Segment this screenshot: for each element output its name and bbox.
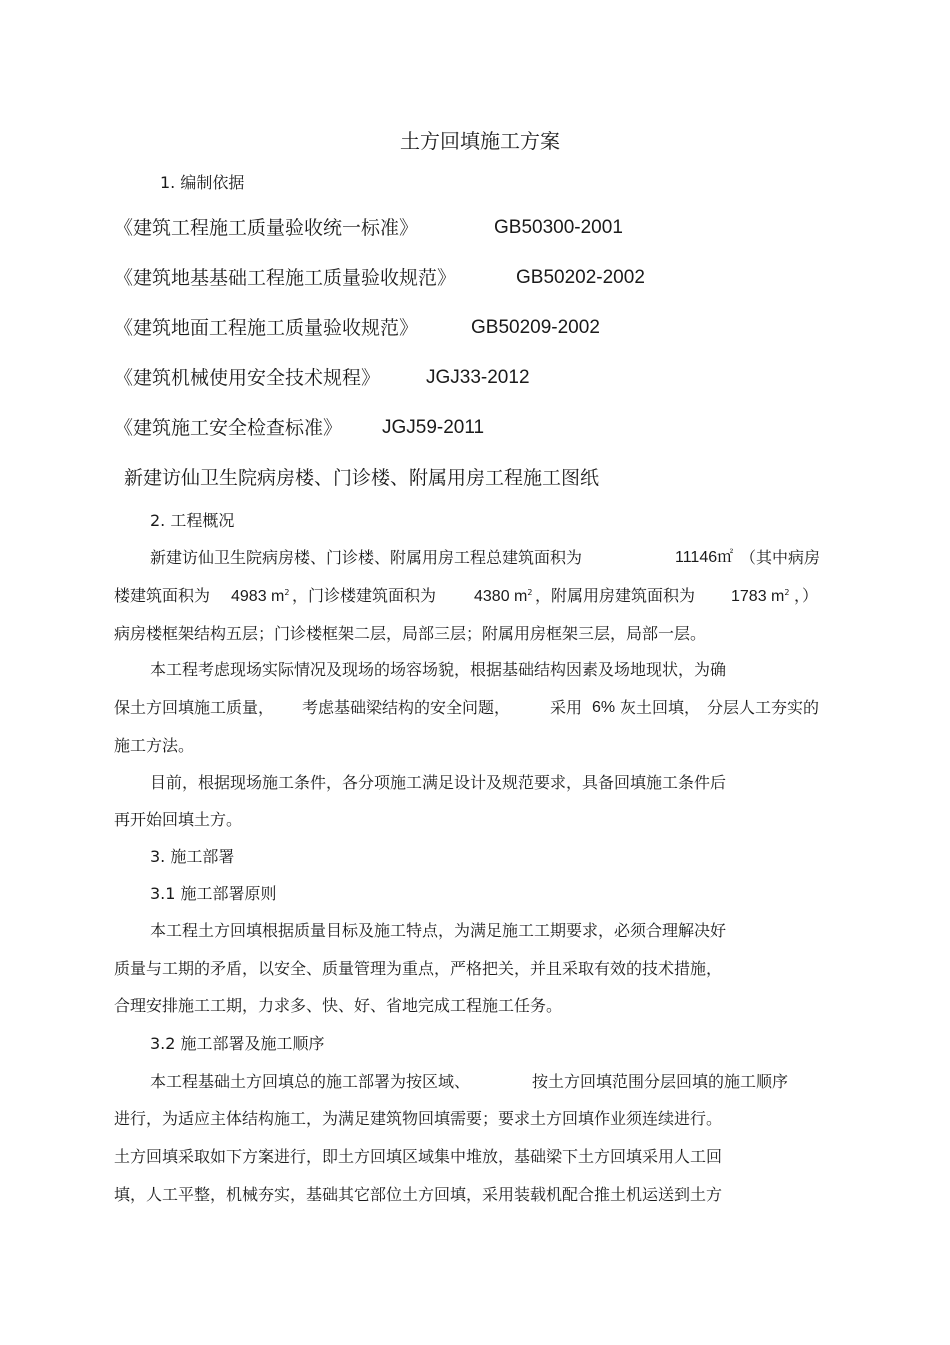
total-area-value: 11146㎡ <box>675 549 734 566</box>
reference-item <box>114 266 645 290</box>
area-value <box>474 585 532 608</box>
overview-text: ，附属用房建筑面积为 <box>535 586 696 605</box>
drawings-reference: 新建访仙卫生院病房楼、门诊楼、附属用房工程施工图纸 <box>124 467 600 489</box>
reference-item <box>114 316 600 340</box>
section-2-heading: 2. 工程概况 <box>150 511 235 530</box>
paragraph-text: 按土方回填范围分层回填的施工顺序 <box>532 1072 789 1091</box>
document-title: 土方回填施工方案 <box>400 129 560 153</box>
paragraph-text: 考虑基础梁结构的安全问题， <box>302 698 511 717</box>
reference-code: GB50202-2002 <box>516 267 645 288</box>
area-number: 1783 m <box>731 588 785 605</box>
area-number: 4380 m <box>474 588 528 605</box>
area-unit-superscript: 2 <box>784 588 790 597</box>
reference-name: 《建筑地面工程施工质量验收规范》 <box>114 317 419 339</box>
paragraph-text: 本工程基础土方回填总的施工部署为按区域、 <box>150 1072 471 1091</box>
paragraph-line: 本工程考虑现场实际情况及现场的场容场貌，根据基础结构因素及场地现状，为确 <box>150 660 727 679</box>
reference-name: 《建筑施工安全检查标准》 <box>114 417 343 439</box>
overview-text: （其中病房 <box>740 548 821 567</box>
area-number: 4983 m <box>231 588 285 605</box>
subsection-3-1-heading: 3.1 施工部署原则 <box>150 884 277 903</box>
reference-item <box>114 216 623 240</box>
area-unit-superscript: 2 <box>284 588 290 597</box>
overview-text: ，门诊楼建筑面积为 <box>292 586 437 605</box>
paragraph-line: 填，人工平整，机械夯实，基础其它部位土方回填，采用装载机配合推土机运送到土方 <box>114 1185 723 1204</box>
reference-item <box>114 366 530 390</box>
area-unit-superscript: 2 <box>527 588 533 597</box>
area-value <box>731 585 789 608</box>
subsection-3-2-heading: 3.2 施工部署及施工顺序 <box>150 1034 325 1053</box>
reference-code: GB50209-2002 <box>471 317 600 338</box>
paragraph-line: 土方回填采取如下方案进行，即土方回填区域集中堆放，基础梁下土方回填采用人工回 <box>114 1147 723 1166</box>
area-value <box>231 585 289 608</box>
paragraph-line: 目前，根据现场施工条件，各分项施工满足设计及规范要求，具备回填施工条件后 <box>150 773 727 792</box>
reference-name: 《建筑地基基础工程施工质量验收规范》 <box>114 267 457 289</box>
section-1-heading: 1. 编制依据 <box>160 173 245 192</box>
paragraph-line: 施工方法。 <box>114 736 195 755</box>
overview-text: ，） <box>794 586 819 605</box>
reference-code: JGJ33-2012 <box>426 367 530 388</box>
overview-text: 楼建筑面积为 <box>114 586 211 605</box>
paragraph-line: 质量与工期的矛盾，以安全、质量管理为重点，严格把关，并且采取有效的技术措施， <box>114 959 723 978</box>
reference-item <box>114 416 485 440</box>
section-3-heading: 3. 施工部署 <box>150 847 235 866</box>
reference-code: GB50300-2001 <box>494 217 623 238</box>
paragraph-line: 再开始回填土方。 <box>114 810 243 829</box>
percentage-value: 6% <box>592 699 616 716</box>
reference-name: 《建筑工程施工质量验收统一标准》 <box>114 217 419 239</box>
overview-text: 病房楼框架结构五层；门诊楼框架二层，局部三层；附属用房框架三层，局部一层。 <box>114 624 707 643</box>
overview-text: 新建访仙卫生院病房楼、门诊楼、附属用房工程总建筑面积为 <box>150 548 583 567</box>
paragraph-text: 保土方回填施工质量， <box>114 698 275 717</box>
paragraph-text: 分层人工夯实的 <box>707 698 820 717</box>
paragraph-line: 本工程土方回填根据质量目标及施工特点，为满足施工工期要求，必须合理解决好 <box>150 921 727 940</box>
paragraph-text: 灰土回填， <box>620 698 701 717</box>
paragraph-line: 合理安排施工工期，力求多、快、好、省地完成工程施工任务。 <box>114 996 563 1015</box>
paragraph-line: 进行，为适应主体结构施工，为满足建筑物回填需要；要求土方回填作业须连续进行。 <box>114 1109 723 1128</box>
reference-name: 《建筑机械使用安全技术规程》 <box>114 367 381 389</box>
paragraph-text: 采用 <box>550 698 583 717</box>
reference-code: JGJ59-2011 <box>382 417 485 438</box>
